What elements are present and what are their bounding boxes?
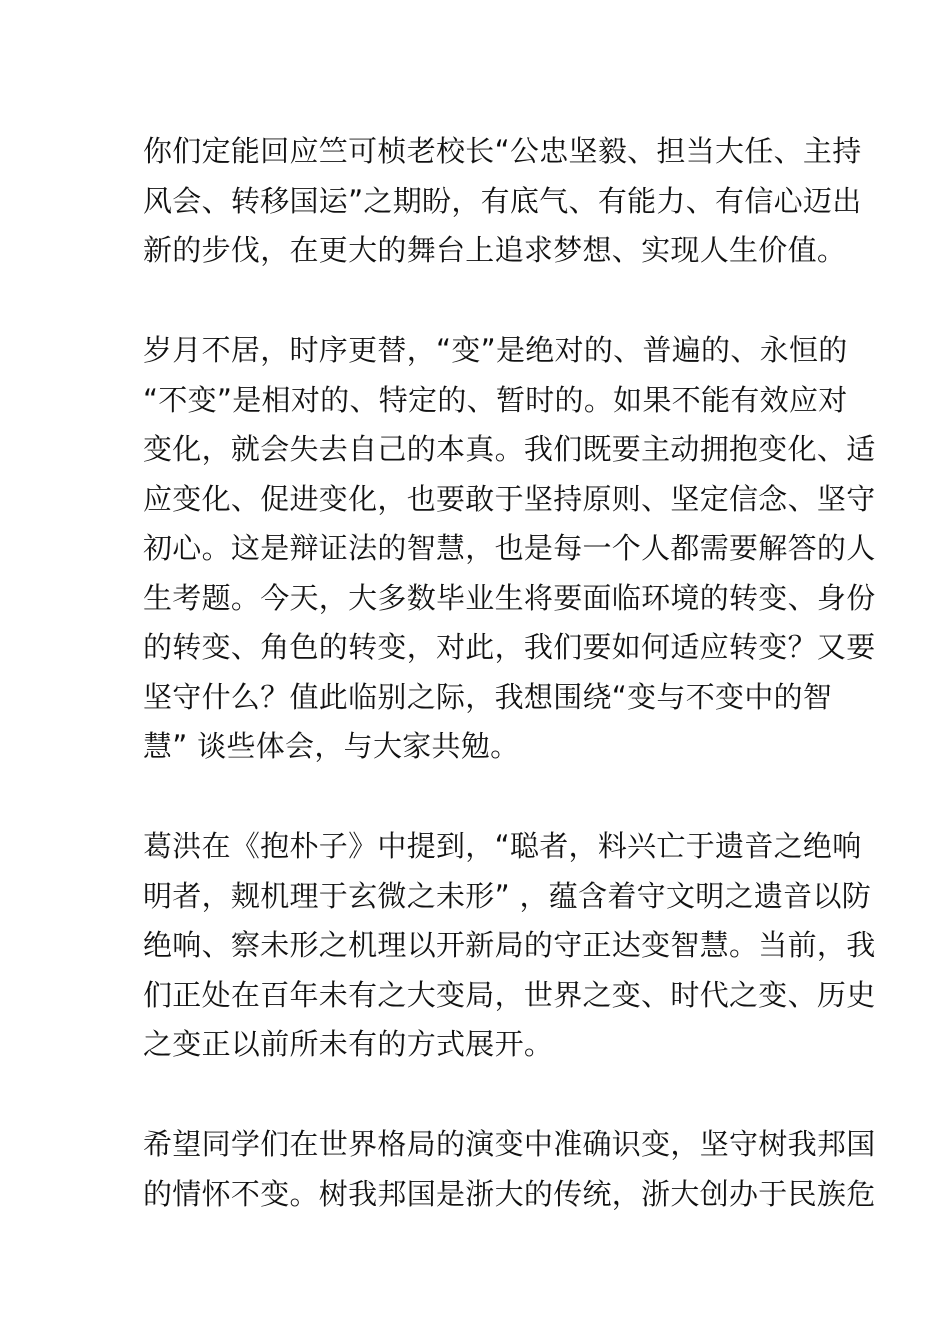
paragraph-line: 明者，觌机理于玄微之未形” ，蕴含着守文明之遗音以防	[143, 879, 872, 913]
paragraph-line: 新的步伐，在更大的舞台上追求梦想、实现人生价值。	[143, 233, 847, 267]
paragraph-line: 们正处在百年未有之大变局，世界之变、时代之变、历史	[143, 978, 876, 1012]
paragraph-line: 之变正以前所未有的方式展开。	[143, 1027, 554, 1061]
paragraph-line: 应变化、促进变化，也要敢于坚持原则、坚定信念、坚守	[143, 482, 876, 516]
paragraph-line: 生考题。今天，大多数毕业生将要面临环境的转变、身份	[143, 581, 876, 615]
paragraph-line: 风会、转移国运”之期盼，有底气、有能力、有信心迈出	[143, 184, 862, 218]
paragraph-line: 你们定能回应竺可桢老校长“公忠坚毅、担当大任、主持	[143, 134, 862, 168]
paragraph-line: 的转变、角色的转变，对此，我们要如何适应转变？又要	[143, 630, 876, 664]
paragraph-line: 希望同学们在世界格局的演变中准确识变，坚守树我邦国	[143, 1127, 876, 1161]
paragraph-line: 岁月不居，时序更替，“变”是绝对的、普遍的、永恒的	[143, 333, 848, 367]
paragraph-line: “不变”是相对的、特定的、暂时的。如果不能有效应对	[143, 383, 848, 417]
paragraph-line: 慧” 谈些体会，与大家共勉。	[143, 729, 520, 763]
paragraph-line: 坚守什么？值此临别之际，我想围绕“变与不变中的智	[143, 680, 833, 714]
paragraph-line: 葛洪在《抱朴子》中提到，“聪者，料兴亡于遗音之绝响	[143, 829, 862, 863]
paragraph-line: 的情怀不变。树我邦国是浙大的传统，浙大创办于民族危	[143, 1177, 876, 1211]
paragraph-line: 绝响、察未形之机理以开新局的守正达变智慧。当前，我	[143, 928, 876, 962]
paragraph-line: 初心。这是辩证法的智慧，也是每一个人都需要解答的人	[143, 531, 876, 565]
paragraph-line: 变化，就会失去自己的本真。我们既要主动拥抱变化、适	[143, 432, 876, 466]
